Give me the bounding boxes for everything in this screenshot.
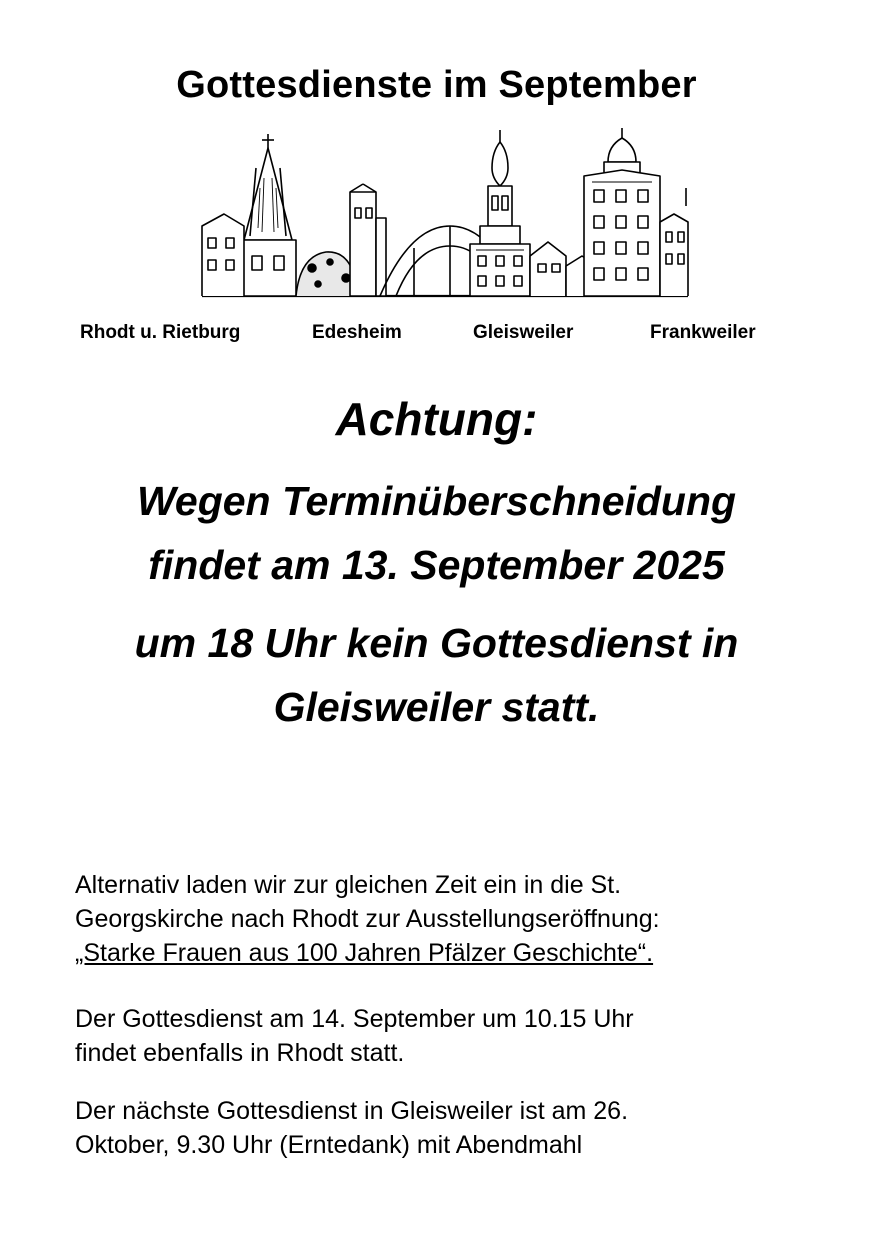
body-line: Der nächste Gottesdienst in Gleisweiler ist am 26. <box>75 1097 629 1125</box>
body-line: findet ebenfalls in Rhodt statt. <box>75 1039 405 1067</box>
body-line: Der Gottesdienst am 14. September um 10.15 Uhr <box>75 1005 634 1033</box>
notice-line: Wegen Terminüberschneidung <box>136 478 737 524</box>
page-title: Gottesdienste im September <box>176 64 697 106</box>
notice-line: findet am 13. September 2025 <box>148 542 725 588</box>
place-rhodt: Rhodt u. Rietburg <box>80 322 241 343</box>
village-skyline-illustration <box>200 128 690 300</box>
place-gleisweiler: Gleisweiler <box>473 322 574 343</box>
body-line: Oktober, 9.30 Uhr (Erntedank) mit Abendmahl <box>75 1131 583 1159</box>
notice-heading: Achtung: <box>335 393 538 445</box>
exhibition-title: „Starke Frauen aus 100 Jahren Pfälzer Geschichte“. <box>75 939 654 967</box>
body-line: Alternativ laden wir zur gleichen Zeit ein in die St. <box>75 871 622 899</box>
notice-line: Gleisweiler statt. <box>273 684 600 730</box>
body-line: Georgskirche nach Rhodt zur Ausstellungseröffnung: <box>75 905 660 933</box>
place-frankweiler: Frankweiler <box>650 322 756 343</box>
notice-line: um 18 Uhr kein Gottesdienst in <box>134 620 739 666</box>
place-edesheim: Edesheim <box>312 322 402 343</box>
